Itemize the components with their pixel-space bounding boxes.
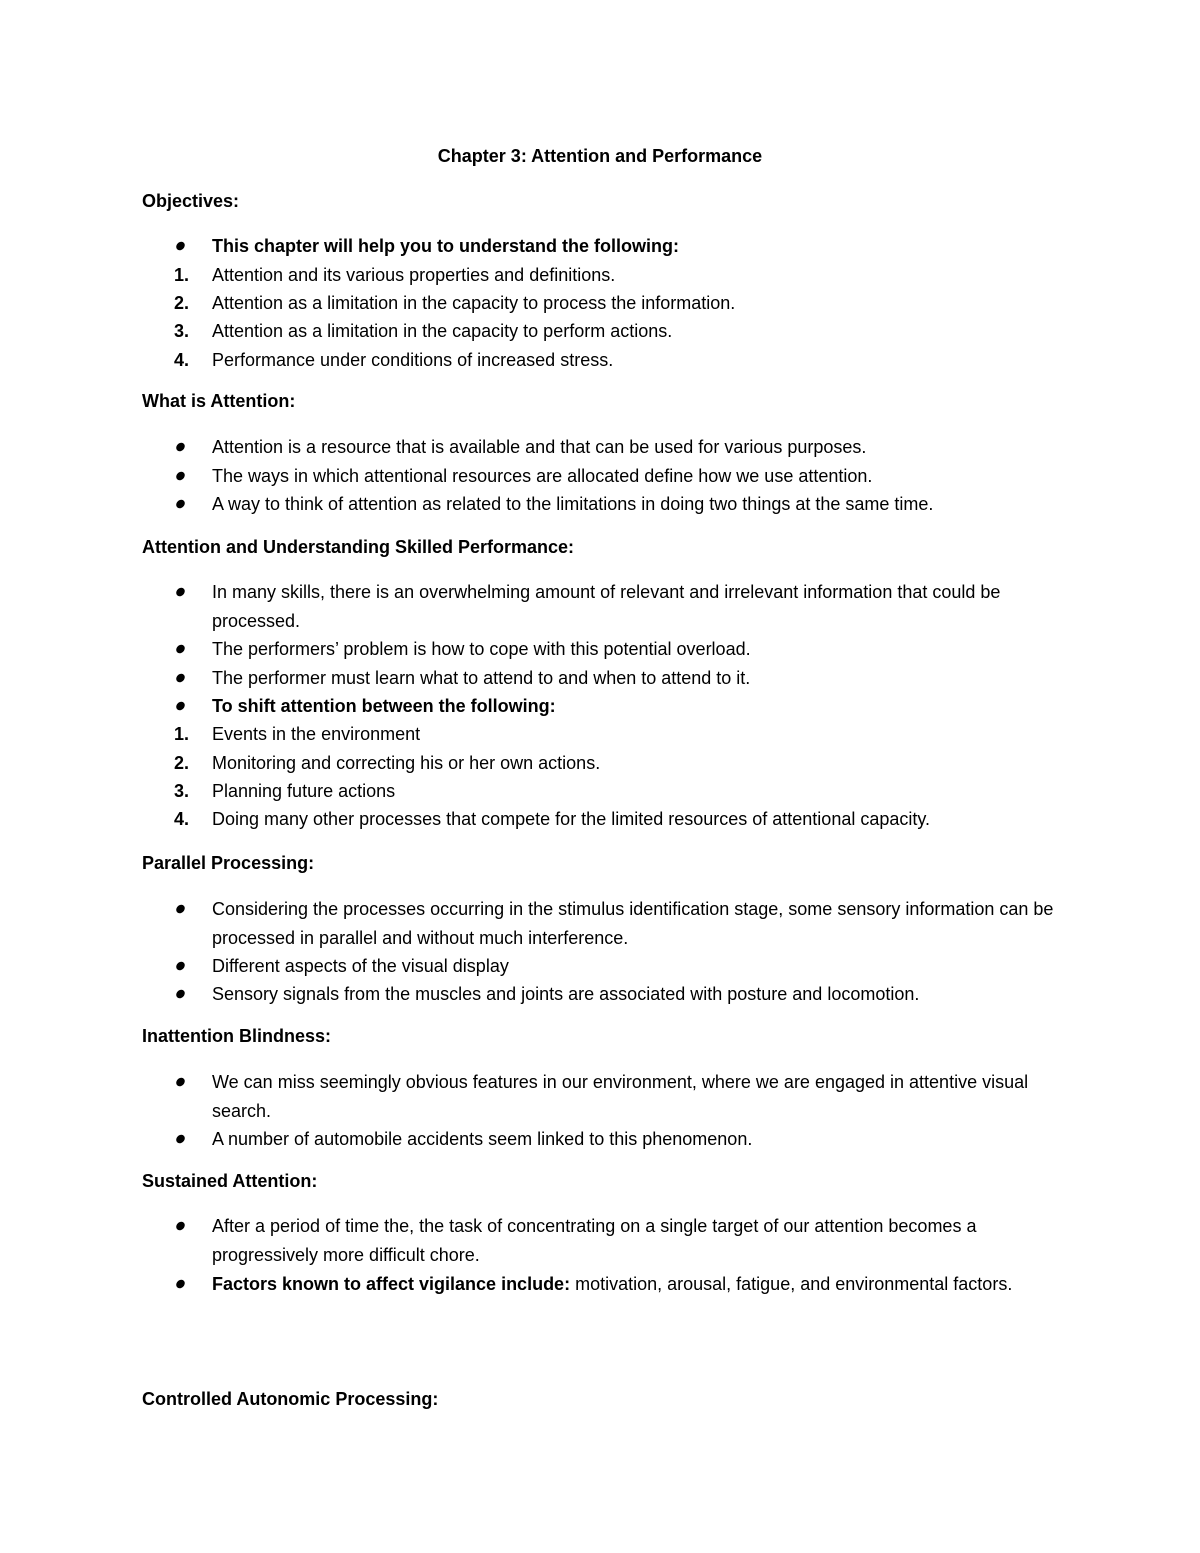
list-item-plain-text: A number of automobile accidents seem linked to this phenomenon.: [212, 1129, 753, 1149]
list-number: 1.: [174, 724, 190, 744]
list-item-plain-text: We can miss seemingly obvious features in our environment, where we are engaged in attentive visual search.: [212, 1072, 1029, 1121]
section-heading: Attention and Understanding Skilled Performance:: [142, 537, 575, 557]
list-item-text: [212, 952, 1062, 981]
list-item-plain-text: Attention is a resource that is available and that can be used for various purposes.: [212, 437, 867, 457]
list-item-text: [212, 720, 1062, 749]
list-item-plain-text: Events in the environment: [212, 724, 421, 744]
list-item-plain-text: Attention as a limitation in the capacity to perform actions.: [212, 321, 673, 341]
list-number: 3.: [174, 781, 190, 801]
list-item-plain-text: Performance under conditions of increased stress.: [212, 350, 614, 370]
list-number: 4.: [174, 350, 190, 370]
list-item-text: [212, 289, 1062, 318]
list-item-text: [212, 777, 1062, 806]
list-item-plain-text: Doing many other processes that compete for the limited resources of attentional capacity.: [212, 809, 931, 829]
list-item-plain-text: After a period of time the, the task of concentrating on a single target of our attention becomes a progressively more difficult chore.: [212, 1216, 977, 1265]
list-number: 3.: [174, 321, 190, 341]
list-number: 4.: [174, 809, 190, 829]
list-item-text: [212, 261, 1062, 290]
section-heading: Controlled Autonomic Processing:: [142, 1389, 439, 1409]
list-item-plain-text: Monitoring and correcting his or her own actions.: [212, 753, 601, 773]
list-item-text: [212, 1212, 1062, 1269]
section-heading: Objectives:: [142, 191, 240, 211]
section-heading: What is Attention:: [142, 391, 296, 411]
list-item-plain-text: motivation, arousal, fatigue, and environmental factors.: [570, 1274, 1013, 1294]
list-item-text: [212, 692, 1062, 721]
document-title: Chapter 3: Attention and Performance: [437, 146, 763, 166]
list-item-plain-text: Considering the processes occurring in the stimulus identification stage, some sensory information can be processed in parallel and without much interference.: [212, 899, 1054, 948]
list-item-text: [212, 749, 1062, 778]
list-item-plain-text: A way to think of attention as related to the limitations in doing two things at the same time.: [212, 494, 934, 514]
list-item-text: [212, 635, 1062, 664]
list-item-plain-text: Planning future actions: [212, 781, 396, 801]
list-item-text: [212, 462, 1062, 491]
list-item-plain-text: In many skills, there is an overwhelming amount of relevant and irrelevant information that could be processed.: [212, 582, 1001, 631]
list-item-text: [212, 1068, 1062, 1125]
list-item-text: [212, 1125, 1062, 1154]
list-item-text: [212, 578, 1062, 635]
list-number: 1.: [174, 265, 190, 285]
list-item-text: [212, 346, 1062, 375]
list-item-text: [212, 664, 1062, 693]
section-heading: Sustained Attention:: [142, 1171, 318, 1191]
list-item-plain-text: Sensory signals from the muscles and joints are associated with posture and locomotion.: [212, 984, 920, 1004]
list-item-text: [212, 980, 1062, 1009]
list-item-text: [212, 1270, 1062, 1299]
list-item-text: [212, 232, 1062, 261]
list-number: 2.: [174, 293, 190, 313]
list-item-text: [212, 490, 1062, 519]
list-item-text: [212, 433, 1062, 462]
list-item-bold-text: This chapter will help you to understand the following:: [212, 236, 680, 256]
list-item-text: [212, 317, 1062, 346]
list-number: 2.: [174, 753, 190, 773]
list-item-plain-text: Different aspects of the visual display: [212, 956, 509, 976]
section-heading: Inattention Blindness:: [142, 1026, 331, 1046]
list-item-bold-text: To shift attention between the following:: [212, 696, 556, 716]
section-heading: Parallel Processing:: [142, 853, 315, 873]
list-item-plain-text: Attention as a limitation in the capacity to process the information.: [212, 293, 736, 313]
list-item-text: [212, 895, 1062, 952]
list-item-plain-text: Attention and its various properties and definitions.: [212, 265, 616, 285]
list-item-bold-text: Factors known to affect vigilance include:: [212, 1274, 571, 1294]
list-item-plain-text: The performer must learn what to attend to and when to attend to it.: [212, 668, 751, 688]
list-item-plain-text: The performers’ problem is how to cope with this potential overload.: [212, 639, 751, 659]
list-item-text: [212, 805, 1062, 834]
list-item-plain-text: The ways in which attentional resources are allocated define how we use attention.: [212, 466, 873, 486]
